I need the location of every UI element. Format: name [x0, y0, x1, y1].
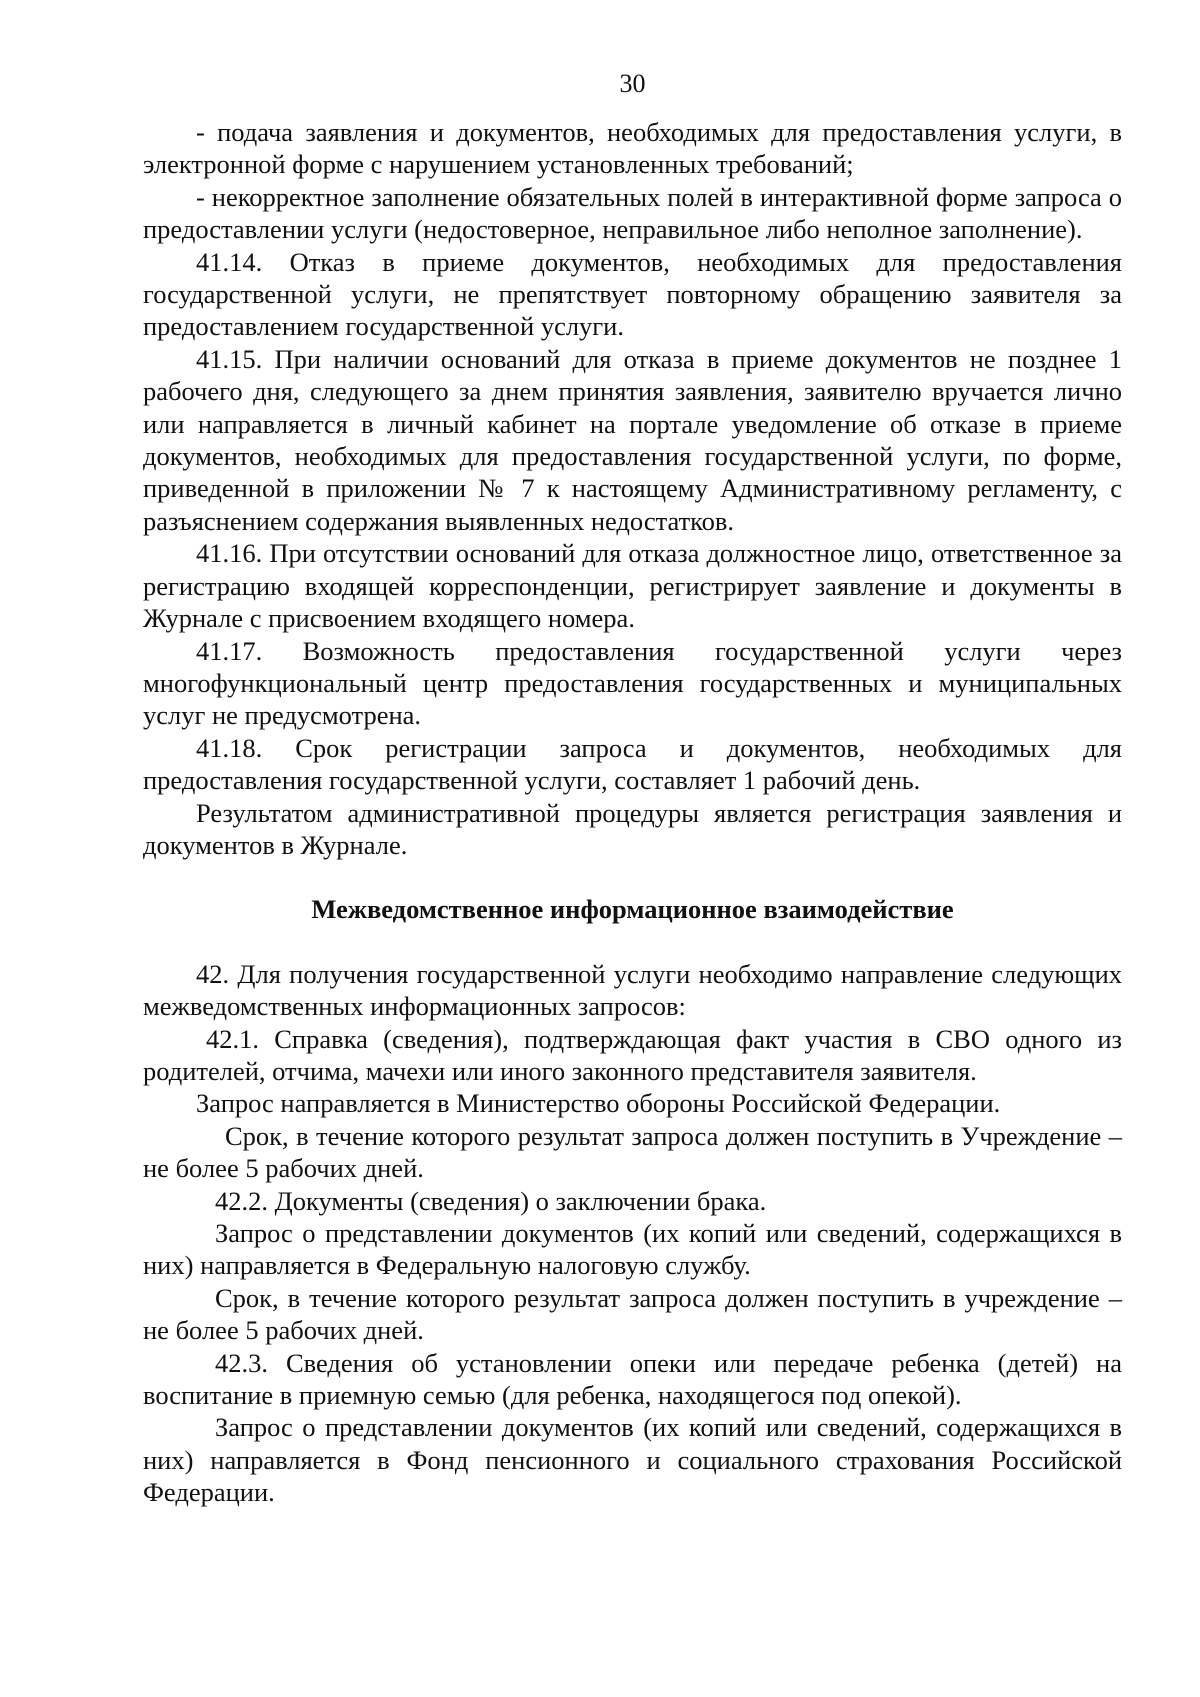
paragraph-electronic-violation: - подача заявления и документов, необходимых для предоставления услуги, в электронной форме с нарушением установленных требований;	[143, 117, 1122, 180]
document-body	[143, 116, 1122, 1509]
paragraph-incorrect-fields: - некорректное заполнение обязательных полей в интерактивной форме запроса о предоставлении услуги (недостоверное, неправильное либо неполное заполнение).	[143, 181, 1122, 245]
paragraph-41-15: 41.15. При наличии оснований для отказа в приеме документов не позднее 1 рабочего дня, следующего за днем принятия заявления, заявителю вручается лично или направляется в личный кабинет на портале уведомление об отказе в приеме документов, необходимых для предоставления государственной услуги, по форме, приведенной в приложении № 7 к настоящему Административному регламенту, с разъяснением содержания выявленных недостатков.	[143, 343, 1122, 536]
paragraph-42-3: 42.3. Сведения об установлении опеки или передаче ребенка (детей) на воспитание в приемную семью (для ребенка, находящегося под опекой).	[143, 1347, 1122, 1411]
paragraph-request-mod: Запрос направляется в Министерство обороны Российской Федерации.	[196, 1088, 1001, 1119]
paragraph-41-16: 41.16. При отсутствии оснований для отказа должностное лицо, ответственное за регистрацию входящей корреспонденции, регистрирует заявление и документы в Журнале с присвоением входящего номера.	[143, 538, 1122, 634]
section-heading: Межведомственное информационное взаимодействие	[311, 894, 954, 925]
paragraph-41-17: 41.17. Возможность предоставления государственной услуги через многофункциональный центр предоставления государственных и муниципальных услуг не предусмотрена.	[143, 635, 1122, 731]
paragraph-request-sfr: Запрос о представлении документов (их копий или сведений, содержащихся в них) направляется в Фонд пенсионного и социального страхования Российской Федерации.	[143, 1412, 1122, 1508]
paragraph-41-14: 41.14. Отказ в приеме документов, необходимых для предоставления государственной услуги, не препятствует повторному обращению заявителя за предоставлением государственной услуги.	[143, 246, 1122, 342]
paragraph-deadline-1: Срок, в течение которого результат запроса должен поступить в Учреждение – не более 5 рабочих дней.	[143, 1120, 1122, 1184]
paragraph-42: 42. Для получения государственной услуги необходимо направление следующих межведомственных информационных запросов:	[143, 958, 1122, 1022]
paragraph-procedure-result: Результатом административной процедуры является регистрация заявления и документов в Журнале.	[143, 797, 1122, 860]
paragraph-42-1: 42.1. Справка (сведения), подтверждающая факт участия в СВО одного из родителей, отчима, мачехи или иного законного представителя заявителя.	[143, 1023, 1122, 1086]
paragraph-request-fns: Запрос о представлении документов (их копий или сведений, содержащихся в них) направляется в Федеральную налоговую службу.	[143, 1218, 1122, 1281]
paragraph-deadline-2: Срок, в течение которого результат запроса должен поступить в учреждение – не более 5 рабочих дней.	[143, 1282, 1122, 1346]
document-page	[143, 0, 1122, 1697]
page-number: 30	[619, 69, 646, 98]
paragraph-42-2: 42.2. Документы (сведения) о заключении брака.	[215, 1185, 767, 1216]
paragraph-41-18: 41.18. Срок регистрации запроса и документов, необходимых для предоставления государственной услуги, составляет 1 рабочий день.	[143, 732, 1122, 796]
